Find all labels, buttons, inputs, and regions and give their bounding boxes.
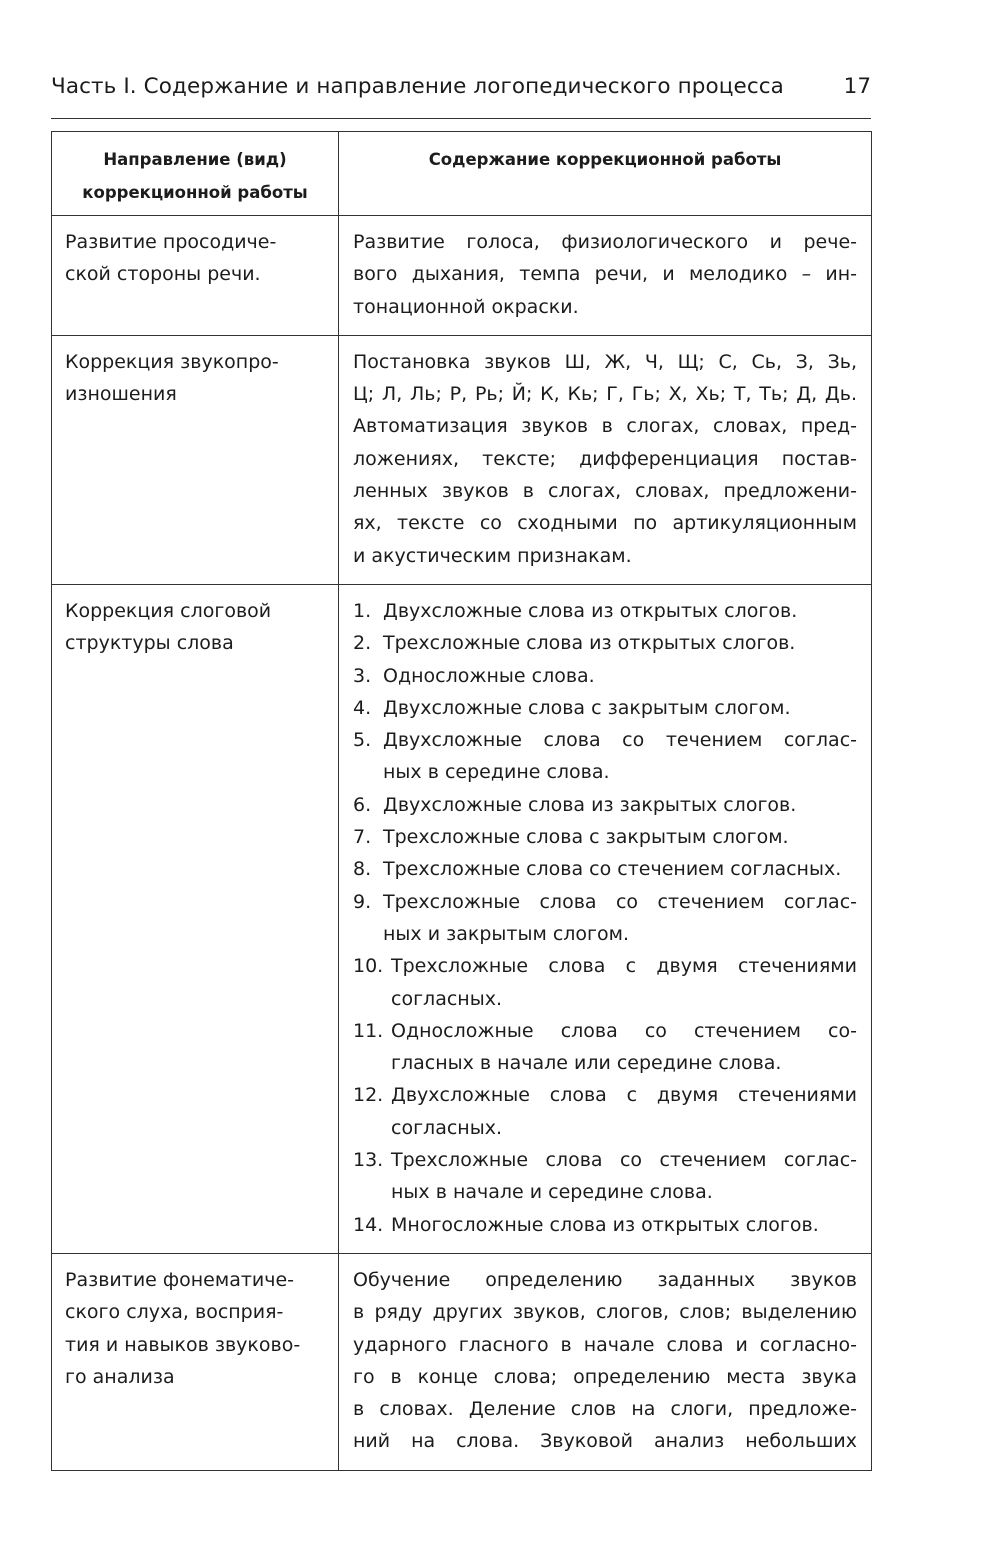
content-line: ложениях, тексте; дифференциация постав- xyxy=(353,447,857,470)
list-item-number: 13. xyxy=(353,1149,384,1172)
content-line: го в конце слова; определению места звука xyxy=(353,1365,857,1388)
list-item xyxy=(353,950,857,1015)
header-direction xyxy=(52,132,339,216)
list-item xyxy=(353,886,857,951)
list-item-number: 10. xyxy=(353,955,384,978)
header-direction-line: коррекционной работы xyxy=(82,183,308,202)
list-item xyxy=(353,595,857,627)
list-item-text: Двухсложные слова с двумя стечениями xyxy=(391,1084,857,1107)
direction-cell xyxy=(52,216,339,336)
content-cell xyxy=(339,1253,872,1470)
table-row-phonemic-hearing xyxy=(52,1253,872,1470)
list-item xyxy=(353,853,857,885)
list-item-number: 7. xyxy=(353,826,372,849)
list-item-text: ных в начале и середине слова. xyxy=(391,1181,713,1204)
content-cell xyxy=(339,216,872,336)
list-item-text: ных и закрытым слогом. xyxy=(383,922,630,945)
content-line: ях, тексте со сходными по артикуляционным xyxy=(353,512,857,535)
content-line: тонационной окраски. xyxy=(353,295,579,318)
direction-line: ского слуха, восприя- xyxy=(65,1301,284,1324)
list-item-text: Односложные слова со стечением со- xyxy=(391,1019,857,1042)
table-row-sound-pronunciation xyxy=(52,335,872,584)
header-content-line: Содержание коррекционной работы xyxy=(428,150,782,169)
content-line: ний на слова. Звуковой анализ небольших xyxy=(353,1430,857,1453)
content-line: Автоматизация звуков в слогах, словах, пред- xyxy=(353,415,857,438)
direction-cell xyxy=(52,584,339,1253)
list-item xyxy=(353,724,857,789)
list-item-number: 12. xyxy=(353,1084,384,1107)
content-line: ленных звуков в слогах, словах, предложени- xyxy=(353,480,857,503)
list-item-text: Двухсложные слова с закрытым слогом. xyxy=(383,696,791,719)
list-item-text: Двухсложные слова из открытых слогов. xyxy=(383,599,798,622)
list-item-text: гласных в начале или середине слова. xyxy=(391,1052,782,1075)
content-cell xyxy=(339,335,872,584)
running-title: Часть I. Содержание и направление логопедического процесса xyxy=(51,74,784,99)
header-rule xyxy=(51,118,871,119)
list-item-text: Односложные слова. xyxy=(383,664,595,687)
direction-line: ской стороны речи. xyxy=(65,263,261,286)
header-direction-line: Направление (вид) xyxy=(103,150,287,169)
list-item xyxy=(353,821,857,853)
list-item-text: Многосложные слова из открытых слогов. xyxy=(391,1213,819,1236)
direction-line: структуры слова xyxy=(65,632,234,655)
list-item xyxy=(353,1144,857,1209)
list-item-text: Трехсложные слова с закрытым слогом. xyxy=(383,826,789,849)
direction-line: Коррекция звукопро- xyxy=(65,350,279,373)
list-item xyxy=(353,692,857,724)
list-item-number: 6. xyxy=(353,793,372,816)
list-item-number: 1. xyxy=(353,599,372,622)
list-item-text: Трехсложные слова со стечением соглас- xyxy=(391,1149,857,1172)
list-item-text: Трехсложные слова со стечением соглас- xyxy=(383,890,857,913)
list-item-number: 5. xyxy=(353,729,372,752)
list-item-text: согласных. xyxy=(391,1116,502,1139)
list-item-number: 4. xyxy=(353,696,372,719)
list-item-text: Двухсложные слова со течением соглас- xyxy=(383,729,857,752)
table-row-prosody xyxy=(52,216,872,336)
content-line: Обучение определению заданных звуков xyxy=(353,1268,857,1291)
direction-line: Развитие просодиче- xyxy=(65,231,277,253)
list-item-text: Трехсложные слова со стечением согласных. xyxy=(383,858,842,881)
content-line: в ряду других звуков, слогов, слов; выделению xyxy=(353,1301,857,1324)
list-item-number: 8. xyxy=(353,858,372,881)
direction-line: тия и навыков звуково- xyxy=(65,1333,301,1356)
list-item xyxy=(353,789,857,821)
list-item xyxy=(353,1015,857,1080)
content-line: в словах. Деление слов на слоги, предложе- xyxy=(353,1398,857,1421)
list-item-text: Двухсложные слова из закрытых слогов. xyxy=(383,793,797,816)
list-item-text: Трехсложные слова из открытых слогов. xyxy=(383,632,796,655)
syllable-list xyxy=(353,595,857,1241)
direction-line: Коррекция слоговой xyxy=(65,599,272,622)
list-item-number: 2. xyxy=(353,632,372,655)
header-content xyxy=(339,132,872,216)
correction-work-table xyxy=(51,131,872,1471)
list-item xyxy=(353,1209,857,1241)
direction-cell xyxy=(52,335,339,584)
direction-cell xyxy=(52,1253,339,1470)
content-cell xyxy=(339,584,872,1253)
list-item-number: 3. xyxy=(353,664,372,687)
content-line: Постановка звуков Ш, Ж, Ч, Щ; С, Сь, З, Зь, xyxy=(353,350,857,373)
content-line: вого дыхания, темпа речи, и мелодико – ин- xyxy=(353,263,857,286)
list-item-text: ных в середине слова. xyxy=(383,761,610,784)
direction-line: го анализа xyxy=(65,1365,175,1388)
list-item xyxy=(353,627,857,659)
list-item-text: Трехсложные слова с двумя стечениями xyxy=(391,955,857,978)
running-head xyxy=(51,74,871,108)
content-line: Развитие голоса, физиологического и рече- xyxy=(353,231,857,253)
list-item xyxy=(353,660,857,692)
list-item-text: согласных. xyxy=(391,987,502,1010)
content-line: ударного гласного в начале слова и согласно- xyxy=(353,1333,857,1356)
list-item xyxy=(353,1079,857,1144)
list-item-number: 9. xyxy=(353,890,372,913)
direction-line: Развитие фонематиче- xyxy=(65,1268,295,1291)
content-line: Ц; Л, Ль; Р, Рь; Й; К, Кь; Г, Гь; Х, Хь; Т, Ть; Д, Дь. xyxy=(353,383,857,406)
page-number: 17 xyxy=(843,74,871,99)
table-row-syllable-structure xyxy=(52,584,872,1253)
table-header-row xyxy=(52,132,872,216)
list-item-number: 11. xyxy=(353,1019,384,1042)
list-item-number: 14. xyxy=(353,1213,384,1236)
direction-line: изношения xyxy=(65,383,177,406)
content-line: и акустическим признакам. xyxy=(353,544,632,567)
